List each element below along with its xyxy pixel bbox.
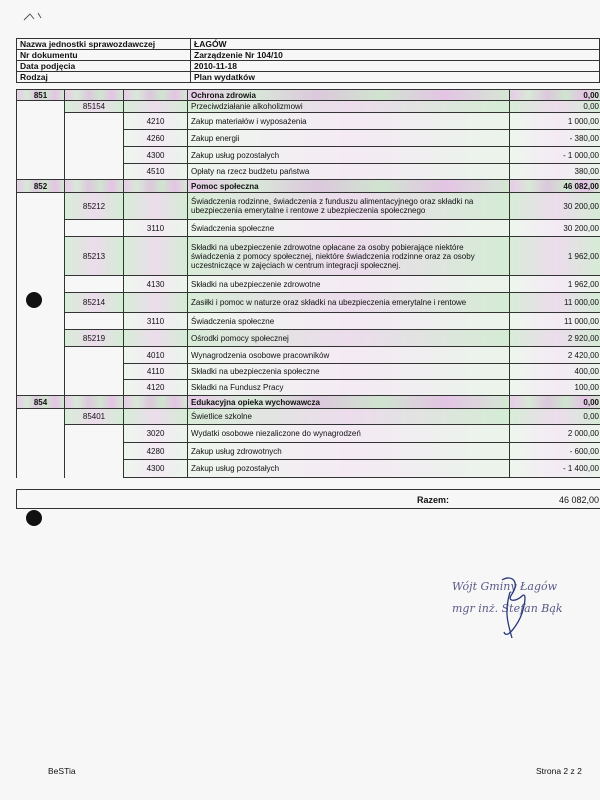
signature [482,572,542,642]
row-amount: 1 000,00 [510,113,600,130]
row-amount: 0,00 [510,409,600,425]
chapter-code: 85154 [65,101,124,113]
paragraph-code: 4010 [124,347,188,364]
row-name: Pomoc społeczna [188,180,510,193]
paragraph-row [17,164,600,180]
row-amount: 380,00 [510,164,600,180]
paragraph-code: 3110 [124,220,188,237]
paragraph-row [17,347,600,364]
header-row [17,39,600,50]
paragraph-row [17,147,600,164]
stamp-title: Wójt Gminy Łagów [452,580,558,593]
row-name: Edukacyjna opieka wychowawcza [188,396,510,409]
paragraph-row [17,130,600,147]
punch-hole [26,510,42,526]
row-name: Zakup materiałów i wyposażenia [188,113,510,130]
row-name: Wynagrodzenia osobowe pracowników [188,347,510,364]
row-name: Składki na Fundusz Pracy [188,380,510,396]
chapter-code: 85213 [65,237,124,276]
row-amount: 30 200,00 [510,193,600,220]
paragraph-row [17,276,600,293]
paragraph-row [17,425,600,443]
row-name: Świadczenia rodzinne, świadczenia z funduszu alimentacyjnego oraz składki na ubezpieczenia emerytalne i rentowe z ubezpieczenia społecznego [188,193,510,220]
paragraph-code: 4130 [124,276,188,293]
row-name: Zakup energii [188,130,510,147]
row-name: Zasiłki i pomoc w naturze oraz składki na ubezpieczenia emerytalne i rentowe [188,293,510,313]
paragraph-row [17,443,600,460]
paragraph-code: 4280 [124,443,188,460]
row-name: Świetlice szkolne [188,409,510,425]
row-amount: 46 082,00 [510,180,600,193]
chapter-code: 85219 [65,330,124,347]
chapter-code: 85212 [65,193,124,220]
row-amount: 30 200,00 [510,220,600,237]
section-code: 851 [17,90,65,101]
row-amount: 0,00 [510,101,600,113]
paragraph-row [17,313,600,330]
row-name: Opłaty na rzecz budżetu państwa [188,164,510,180]
paragraph-code: 3020 [124,425,188,443]
header-value: 2010-11-18 [191,61,600,72]
row-amount: - 1 400,00 [510,460,600,478]
stamp-name: mgr inż. Stefan Bąk [452,602,563,615]
punch-hole [26,292,42,308]
row-amount: 2 000,00 [510,425,600,443]
header-value: ŁAGÓW [191,39,600,50]
pen-mark [22,10,52,24]
header-row [17,72,600,83]
row-name: Zakup usług pozostałych [188,147,510,164]
paragraph-code: 4300 [124,147,188,164]
row-name: Ośrodki pomocy społecznej [188,330,510,347]
row-amount: 2 920,00 [510,330,600,347]
row-amount: 0,00 [510,90,600,101]
paragraph-code: 4110 [124,364,188,380]
row-amount: 100,00 [510,380,600,396]
total-row [16,489,600,509]
row-amount: 11 000,00 [510,293,600,313]
chapter-row [17,237,600,276]
header-label: Data podjęcia [17,61,191,72]
paragraph-row [17,220,600,237]
row-amount: 0,00 [510,396,600,409]
footer-app: BeSTia [48,766,76,776]
row-name: Wydatki osobowe niezaliczone do wynagrodzeń [188,425,510,443]
section-row [17,396,600,409]
header-value: Plan wydatków [191,72,600,83]
section-row [17,90,600,101]
budget-table [16,89,600,478]
chapter-row [17,293,600,313]
row-amount: 400,00 [510,364,600,380]
paragraph-row [17,113,600,130]
row-name: Składki na ubezpieczenia społeczne [188,364,510,380]
row-name: Zakup usług zdrowotnych [188,443,510,460]
header-row [17,61,600,72]
chapter-row [17,101,600,113]
row-amount: - 380,00 [510,130,600,147]
document-header [16,38,600,83]
section-code: 854 [17,396,65,409]
row-amount: 2 420,00 [510,347,600,364]
paragraph-row [17,380,600,396]
row-name: Zakup usług pozostałych [188,460,510,478]
row-name: Składki na ubezpieczenie zdrowotne opłacane za osoby pobierające niektóre świadczenia z pomocy społecznej, niektóre świadczenia rodzinne oraz za osoby uczestniczące w zajęciach w centrum integracji społecznej. [188,237,510,276]
chapter-row [17,409,600,425]
row-name: Przeciwdziałanie alkoholizmowi [188,101,510,113]
chapter-code: 85214 [65,293,124,313]
header-label: Nazwa jednostki sprawozdawczej [17,39,191,50]
row-amount: - 1 000,00 [510,147,600,164]
header-label: Rodzaj [17,72,191,83]
row-name: Ochrona zdrowia [188,90,510,101]
row-amount: - 600,00 [510,443,600,460]
section-row [17,180,600,193]
row-name: Składki na ubezpieczenie zdrowotne [188,276,510,293]
row-name: Świadczenia społeczne [188,313,510,330]
paragraph-row [17,364,600,380]
paragraph-code: 4120 [124,380,188,396]
row-name: Świadczenia społeczne [188,220,510,237]
footer-page: Strona 2 z 2 [536,766,582,776]
row-amount: 1 962,00 [510,276,600,293]
header-label: Nr dokumentu [17,50,191,61]
paragraph-code: 4260 [124,130,188,147]
paragraph-code: 4210 [124,113,188,130]
row-amount: 11 000,00 [510,313,600,330]
header-row [17,50,600,61]
chapter-row [17,330,600,347]
total-value: 46 082,00 [558,495,599,505]
chapter-row [17,193,600,220]
paragraph-code: 4510 [124,164,188,180]
header-value: Zarządzenie Nr 104/10 [191,50,600,61]
paragraph-code: 3110 [124,313,188,330]
paragraph-code: 4300 [124,460,188,478]
row-amount: 1 962,00 [510,237,600,276]
section-code: 852 [17,180,65,193]
total-label: Razem: [417,495,450,505]
chapter-code: 85401 [65,409,124,425]
paragraph-row [17,460,600,478]
